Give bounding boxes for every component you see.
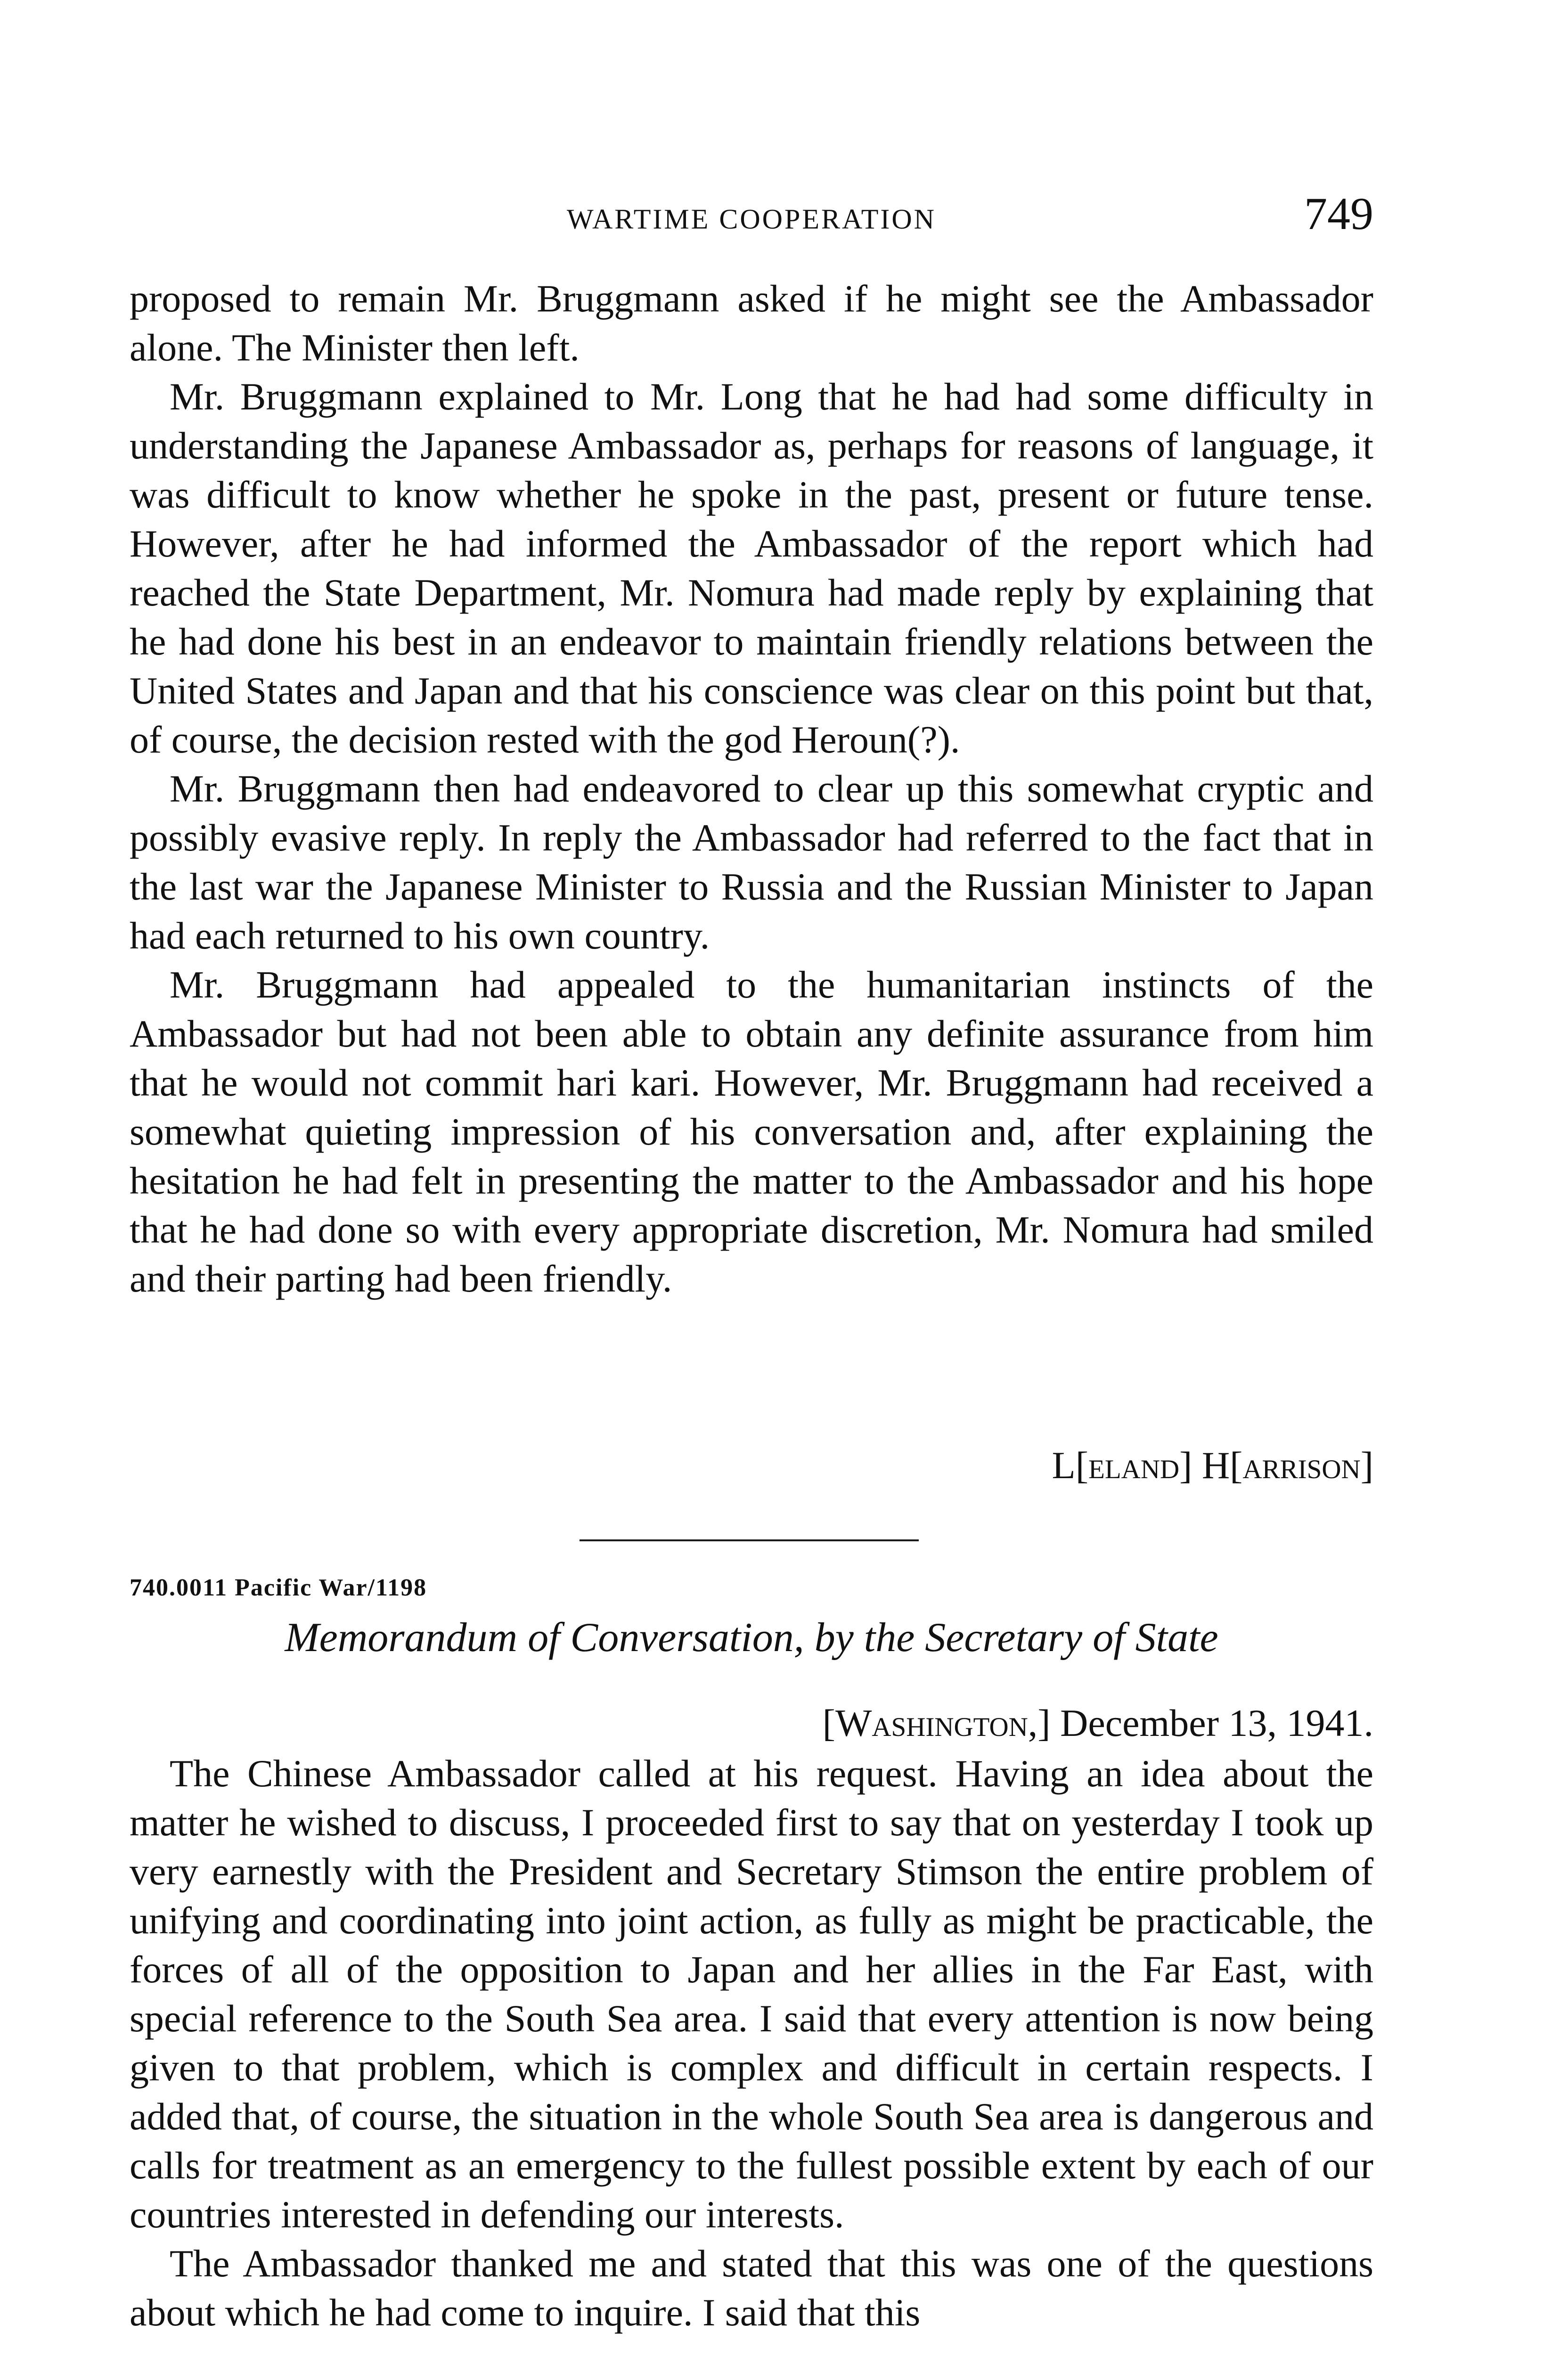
running-title: WARTIME COOPERATION xyxy=(566,204,937,235)
section-divider xyxy=(580,1539,919,1541)
page-number: 749 xyxy=(1304,188,1373,239)
dateline xyxy=(823,1701,1373,1745)
paragraph-4: Mr. Bruggmann had appealed to the humanitarian instincts of the Ambassador but had not been able to obtain any definite assurance from him that he would not commit hari kari. However, Mr. Bruggmann had received a somewhat quieting impression of his conversation and, after explaining the hesitation he had felt in presenting the matter to the Ambassador and his hope that he had done so with every appropriate discretion, Mr. Nomura had smiled and their parting had been friendly. xyxy=(130,963,1373,1300)
signature: L[eland] H[arrison] xyxy=(1052,1444,1373,1487)
running-head xyxy=(130,188,1373,243)
file-code: 740.0011 Pacific War/1198 xyxy=(130,1574,427,1601)
dateline-place: [Washington,] xyxy=(822,1702,1051,1744)
dateline-date: December 13, 1941. xyxy=(1060,1702,1373,1744)
section-2-body xyxy=(130,1749,1373,2337)
paragraph-6: The Ambassador thanked me and stated that this was one of the questions about which he had come to inquire. I said that this xyxy=(130,2242,1373,2334)
paragraph-3: Mr. Bruggmann then had endeavored to clear up this somewhat cryptic and possibly evasive reply. In reply the Ambassador had referred to the fact that in the last war the Japanese Minister to Russia and the Russian Minister to Japan had each returned to his own country. xyxy=(130,767,1373,957)
paragraph-5: The Chinese Ambassador called at his request. Having an idea about the matter he wished to discuss, I proceeded first to say that on yesterday I took up very earnestly with the President and Secretary Stimson the entire problem of unifying and coordinating into joint action, as fully as might be practicable, the forces of all of the opposition to Japan and her allies in the Far East, with special reference to the South Sea area. I said that every attention is now being given to that problem, which is complex and difficult in certain respects. I added that, of course, the situation in the whole South Sea area is dangerous and calls for treatment as an emergency to the fullest possible extent by each of our countries interested in defending our interests. xyxy=(130,1752,1373,2236)
paragraph-1: proposed to remain Mr. Bruggmann asked if he might see the Ambassador alone. The Minister then left. xyxy=(130,277,1373,369)
paragraph-2: Mr. Bruggmann explained to Mr. Long that he had had some difficulty in understanding the Japanese Ambassador as, perhaps for reasons of language, it was difficult to know whether he spoke in the past, present or future tense. However, after he had informed the Ambassador of the report which had reached the State Department, Mr. Nomura had made reply by explaining that he had done his best in an endeavor to maintain friendly relations between the United States and Japan and that his conscience was clear on this point but that, of course, the decision rested with the god Heroun(?). xyxy=(130,375,1373,761)
memo-title: Memorandum of Conversation, by the Secretary of State xyxy=(285,1615,1218,1661)
section-1-body xyxy=(130,274,1373,1303)
